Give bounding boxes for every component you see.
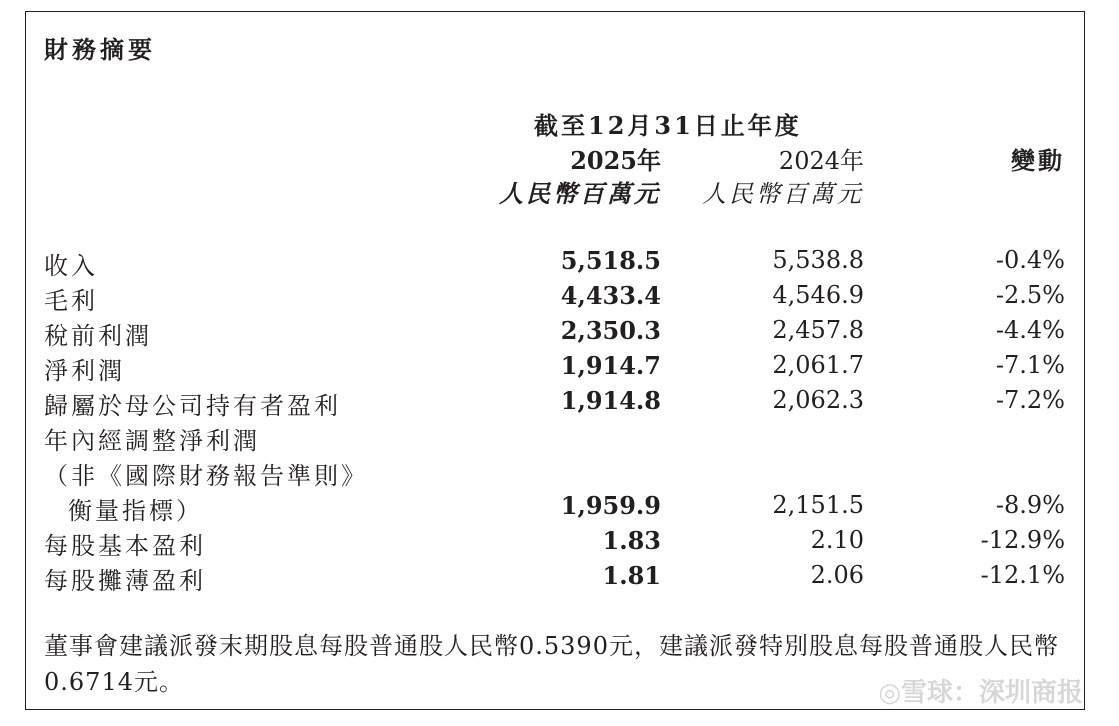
table-row bbox=[0, 386, 1119, 421]
row-label: （非《國際財務報告準則》 bbox=[44, 462, 368, 490]
value-2025: 1.83 bbox=[602, 526, 661, 555]
change-header: 變動 bbox=[1011, 147, 1065, 175]
value-change: -4.4% bbox=[995, 316, 1065, 344]
value-2024: 2.06 bbox=[810, 561, 864, 589]
period-header: 截至12月31日止年度 bbox=[534, 111, 802, 140]
value-2025: 1,914.8 bbox=[560, 386, 661, 415]
value-change: -12.9% bbox=[980, 526, 1065, 554]
value-change: -8.9% bbox=[995, 491, 1065, 519]
row-label: 年內經調整淨利潤 bbox=[44, 427, 260, 455]
row-label: 每股基本盈利 bbox=[44, 532, 206, 560]
unit-2025-header: 人民幣百萬元 bbox=[499, 179, 661, 208]
row-label: 每股攤薄盈利 bbox=[44, 567, 206, 595]
table-row bbox=[0, 456, 1119, 491]
table-row bbox=[0, 316, 1119, 351]
table-row bbox=[0, 561, 1119, 596]
value-2024: 4,546.9 bbox=[772, 281, 864, 309]
row-label: 稅前利潤 bbox=[44, 322, 152, 350]
value-2024: 2,062.3 bbox=[772, 386, 864, 414]
dividend-note: 董事會建議派發末期股息每股普通股人民幣0.5390元，建議派發特別股息每股普通股人民幣0.6714元。 bbox=[44, 632, 1059, 696]
value-2025: 4,433.4 bbox=[560, 281, 661, 310]
value-change: -7.1% bbox=[995, 351, 1065, 379]
table-row bbox=[0, 526, 1119, 561]
year-2025-header: 2025年 bbox=[570, 146, 661, 175]
table-row bbox=[0, 421, 1119, 456]
value-2025: 1,959.9 bbox=[560, 491, 661, 520]
watermark: ◎雪球：深圳商报 bbox=[878, 678, 1083, 708]
table-row bbox=[0, 491, 1119, 526]
row-label: 歸屬於母公司持有者盈利 bbox=[44, 392, 341, 420]
unit-2024-header: 人民幣百萬元 bbox=[702, 180, 864, 208]
value-2024: 2.10 bbox=[810, 526, 864, 554]
value-change: -7.2% bbox=[995, 386, 1065, 414]
row-label: 收入 bbox=[44, 252, 98, 280]
value-2025: 5,518.5 bbox=[560, 246, 661, 275]
row-label: 淨利潤 bbox=[44, 357, 125, 385]
year-2024-header: 2024年 bbox=[778, 147, 864, 175]
value-2024: 2,457.8 bbox=[772, 316, 864, 344]
value-2024: 2,151.5 bbox=[772, 491, 864, 519]
table-row bbox=[0, 351, 1119, 386]
table-row bbox=[0, 281, 1119, 316]
value-2024: 5,538.8 bbox=[772, 246, 864, 274]
value-2025: 1,914.7 bbox=[560, 351, 661, 380]
row-label: 衡量指標） bbox=[68, 497, 203, 525]
value-change: -12.1% bbox=[980, 561, 1065, 589]
value-change: -2.5% bbox=[995, 281, 1065, 309]
page-title: 財務摘要 bbox=[44, 36, 156, 64]
row-label: 毛利 bbox=[44, 287, 98, 315]
value-2025: 2,350.3 bbox=[560, 316, 661, 345]
value-2025: 1.81 bbox=[602, 561, 661, 590]
value-change: -0.4% bbox=[995, 246, 1065, 274]
value-2024: 2,061.7 bbox=[772, 351, 864, 379]
table-row bbox=[0, 246, 1119, 281]
